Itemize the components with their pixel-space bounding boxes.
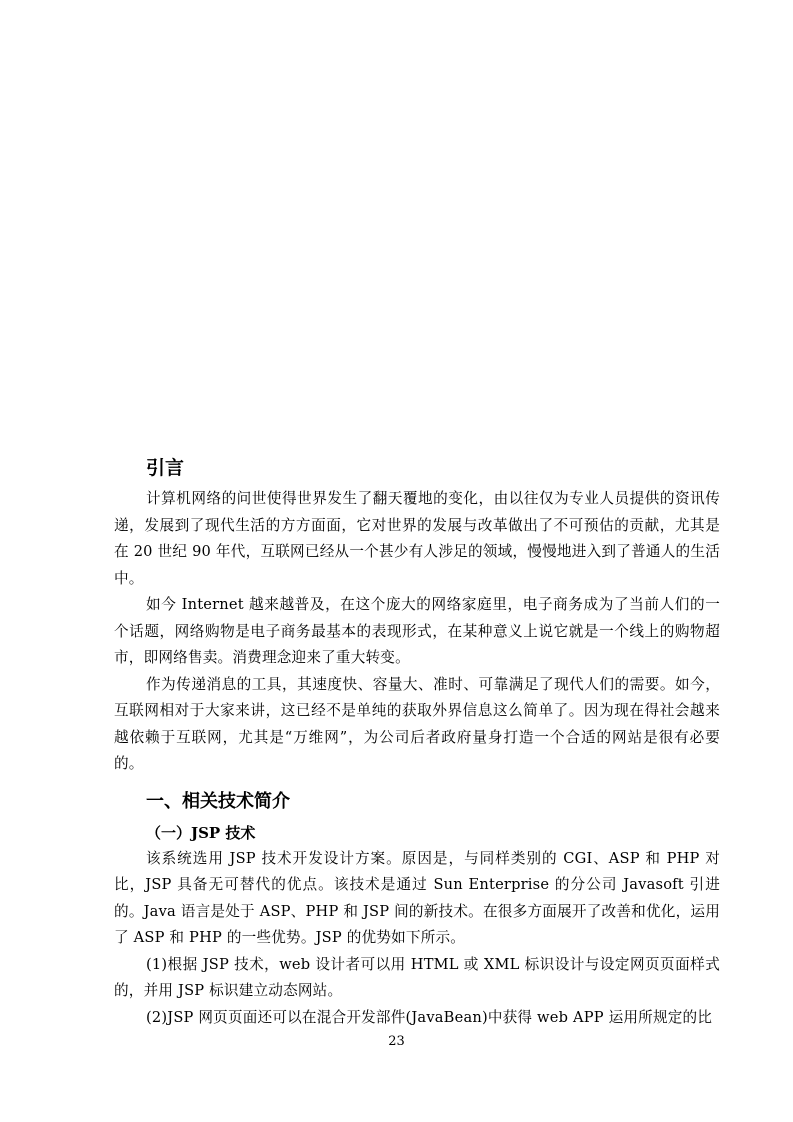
section-heading: 一、相关技术简介 — [146, 790, 290, 812]
page-number: 23 — [388, 1034, 405, 1049]
page-content — [114, 450, 720, 1031]
intro-heading: 引言 — [146, 457, 185, 479]
subsection-heading: （一）JSP 技术 — [146, 823, 256, 842]
jsp-paragraph-1: 该系统选用 JSP 技术开发设计方案。原因是，与同样类别的 CGI、ASP 和 PHP 对比，JSP 具备无可替代的优点。该技术是通过 Sun Enterprise 的分公司 Javasoft 引进的。Java 语言是处于 ASP、PHP 和 JSP 间的新技术。在很多方面展开了改善和优化，运用了 ASP 和 PHP 的一些优势。JSP 的优势如下所示。 — [114, 849, 720, 946]
intro-paragraph-1: 计算机网络的问世使得世界发生了翻天覆地的变化，由以往仅为专业人员提供的资讯传递，发展到了现代生活的方方面面，它对世界的发展与改革做出了不可预估的贡献，尤其是在 20 世纪 90 年代，互联网已经从一个甚少有人涉足的领域，慢慢地进入到了普通人的生活中。 — [114, 490, 720, 587]
intro-paragraph-2: 如今 Internet 越来越普及，在这个庞大的网络家庭里，电子商务成为了当前人们的一个话题，网络购物是电子商务最基本的表现形式，在某种意义上说它就是一个线上的购物超市，即网络售卖。消费理念迎来了重大转变。 — [114, 596, 720, 666]
intro-paragraph-3: 作为传递消息的工具，其速度快、容量大、准时、可靠满足了现代人们的需要。如今，互联网相对于大家来讲，这已经不是单纯的获取外界信息这么简单了。因为现在得社会越来越依赖于互联网，尤其是“万维网”，为公司后者政府量身打造一个合适的网站是很有必要的。 — [114, 675, 720, 772]
jsp-paragraph-2: (1)根据 JSP 技术，web 设计者可以用 HTML 或 XML 标识设计与设定网页页面样式的，并用 JSP 标识建立动态网站。 — [114, 955, 720, 999]
jsp-paragraph-3: (2)JSP 网页页面还可以在混合开发部件(JavaBean)中获得 web APP 运用所规定的比 — [146, 1008, 713, 1026]
